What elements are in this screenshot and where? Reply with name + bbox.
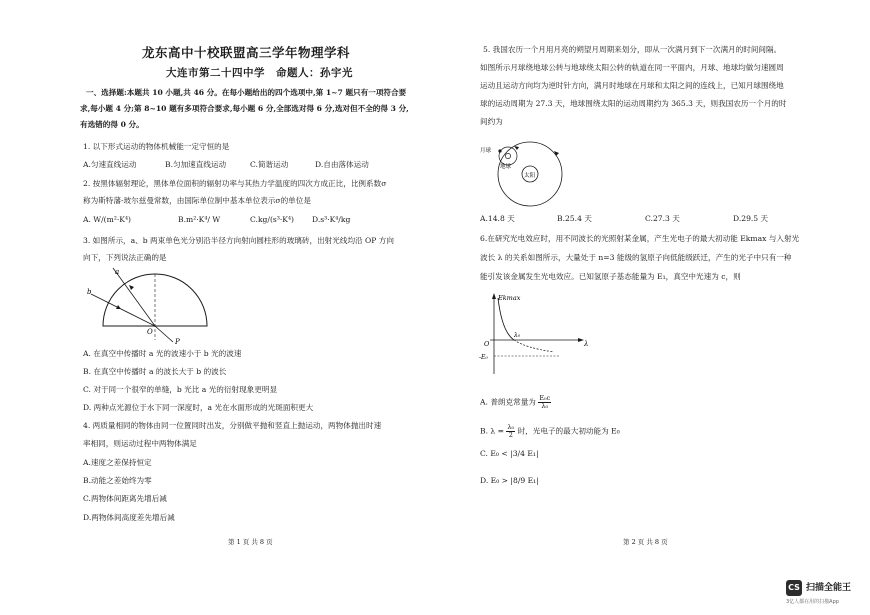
q1-stem: 1. 以下形式运动的物体机械能一定守恒的是 [83,142,230,151]
q5-label-earth: 地球 [500,164,512,170]
exam-title: 龙东高中十校联盟高三学年物理学科 [142,45,351,60]
q5-option-a: A.14.8 天 [480,214,515,223]
q6-option-d-letter: D. [480,476,489,485]
q2-option-d: D.s³·K⁴/kg [312,215,351,224]
q6-label-e0: -E₀ [479,354,488,361]
q3-label-o: O [147,328,153,336]
q6-label-y: Ekmax [498,294,521,302]
camscanner-name: 扫描全能王 [806,583,852,593]
q3-option-d: D. 两种点光源位于水下同一深度时，a 光在水面形成的光斑面积更大 [83,403,314,412]
q2-option-a: A. W/(m²·K⁴) [83,215,131,224]
q3-option-a: A. 在真空中传播时 a 光的波速小于 b 光的波速 [83,349,242,358]
q5-line-2: 如图所示月球绕地球公转与地球绕太阳公转的轨道在同一平面内，月球、地球均做匀速圆周 [480,63,784,72]
q6-option-b-text-post: 时，光电子的最大初动能为 E₀ [517,426,620,436]
q3-line-1: 3. 如图所示，a、b 两束单色光分别沿半径方向射向圆柱形的玻璃砖，出射光线均沿 OP 方向 [83,236,394,245]
page-1 [80,0,415,560]
q6-option-b [480,424,620,439]
q2-line-1: 2. 按黑体辐射理论，黑体单位面积的辐射功率与其热力学温度的四次方成正比，比例系数σ [83,179,387,188]
q5-line-1: 5. 我国农历一个月用月亮的朔望月周期来划分，即从一次满月到下一次满月的时间间隔。 [483,45,782,54]
q5-option-d: D.29.5 天 [733,214,769,223]
q3-figure [85,264,225,344]
q3-line-2: 向下，下列说法正确的是 [83,253,167,262]
q6-option-c [480,449,539,459]
q6-option-c-letter: C. [480,449,488,458]
q6-line-1: 6.在研究光电效应时，用不同波长的光照射某金属，产生光电子的最大初动能 Ekmax 与入射光 [480,234,800,243]
q6-option-b-letter: B. [480,426,488,436]
q1-option-a: A.匀速直线运动 [83,160,137,169]
q4-option-d: D.两物体间高度差先增后减 [83,513,175,522]
camscanner-logo: CS [786,580,802,596]
q5-option-b: B.25.4 天 [557,214,592,223]
section1-line-2: 求,每小题 4 分;第 8~10 题有多项符合要求,每小题 6 分,全部选对得 6 分,选对但不全的得 3 分, [80,104,409,113]
q3-label-a: a [115,268,120,276]
q3-option-c: C. 对于同一个很窄的单缝，b 光比 a 光的衍射现象更明显 [83,385,278,394]
q6-option-a-fraction: $\frac{\text{E₀c}}{\text{λ₀}}$ [539,394,551,410]
page-2-footer: 第 2 页 共 8 页 [623,538,668,546]
q1-option-c: C.简谐运动 [250,160,289,169]
q6-option-b-fraction: $\frac{\text{λ₀}}{2}$ [507,423,515,439]
q3-label-b: b [87,288,92,296]
q5-label-sun: 太阳 [524,173,536,179]
q4-option-b: B.动能之差始终为零 [83,476,152,485]
q5-option-c: C.27.3 天 [645,214,680,223]
q6-line-3: 能引发该金属发生光电效应。已知氢原子基态能量为 E₁，真空中光速为 c，则 [480,272,741,281]
q2-option-c: C.kg/(s³·K⁴) [250,215,294,224]
q6-option-d [480,476,539,486]
q6-line-2: 波长 λ 的关系如图所示，大量处于 n=3 能级的氢原子向低能级跃迁，产生的光子中只有一种 [480,253,792,262]
q5-line-3: 运动且运动方向均为逆时针方向，满月时地球在月球和太阳之间的连线上，已知月球围绕地 [480,81,784,90]
q3-label-p: P [175,338,180,346]
q5-line-5: 间约为 [480,117,503,126]
q4-line-1: 4. 两质量相同的物体由同一位置同时出发，分别做平抛和竖直上抛运动，两物体抛出时速 [83,421,382,430]
q6-option-a [480,395,551,410]
q6-option-d-text: E₀ > |8/9 E₁| [490,476,539,485]
q6-figure [480,290,595,380]
q2-option-b: B.m²·K⁴/ W [178,215,221,224]
q3-option-b: B. 在真空中传播时 a 的波长大于 b 的波长 [83,367,227,376]
q6-label-x: λ [584,340,589,348]
q4-line-2: 率相同，则运动过程中两物体满足 [83,439,197,448]
q6-option-a-text: 普朗克常量为 [490,397,536,407]
q6-option-a-letter: A. [480,397,488,407]
q2-line-2: 称为斯特藩-玻尔兹曼常数，由国际单位制中基本单位表示σ的单位是 [83,196,311,205]
q5-label-moon: 月球 [480,148,492,154]
page-1-footer: 第 1 页 共 8 页 [228,538,273,546]
camscanner-tagline: 3亿人都在用的扫描App [786,599,839,605]
q6-option-c-text: E₀ < |3/4 E₁| [490,449,539,458]
q1-option-d: D.自由落体运动 [315,160,369,169]
section1-line-3: 有选错的得 0 分。 [80,120,144,129]
page-2 [475,0,820,560]
q5-figure [480,134,570,209]
q6-label-origin: O [484,340,490,348]
q4-option-c: C.两物体间距离先增后减 [83,494,167,503]
q6-label-lambda0: λ₀ [514,332,521,339]
q4-option-a: A.速度之差保持恒定 [83,458,152,467]
section1-line-1: 一、选择题:本题共 10 小题,共 46 分。在每小题给出的四个选项中,第 1~7 题只有一项符合要 [86,88,407,97]
q1-option-b: B.匀加速直线运动 [165,160,227,169]
exam-subtitle: 大连市第二十四中学 命题人：孙宇光 [166,67,353,79]
q6-option-b-text-pre: λ = [490,426,505,436]
q5-line-4: 球的运动周期为 27.3 天，地球围绕太阳的运动周期约为 365.3 天，则我国农历一个月的时 [480,99,787,108]
